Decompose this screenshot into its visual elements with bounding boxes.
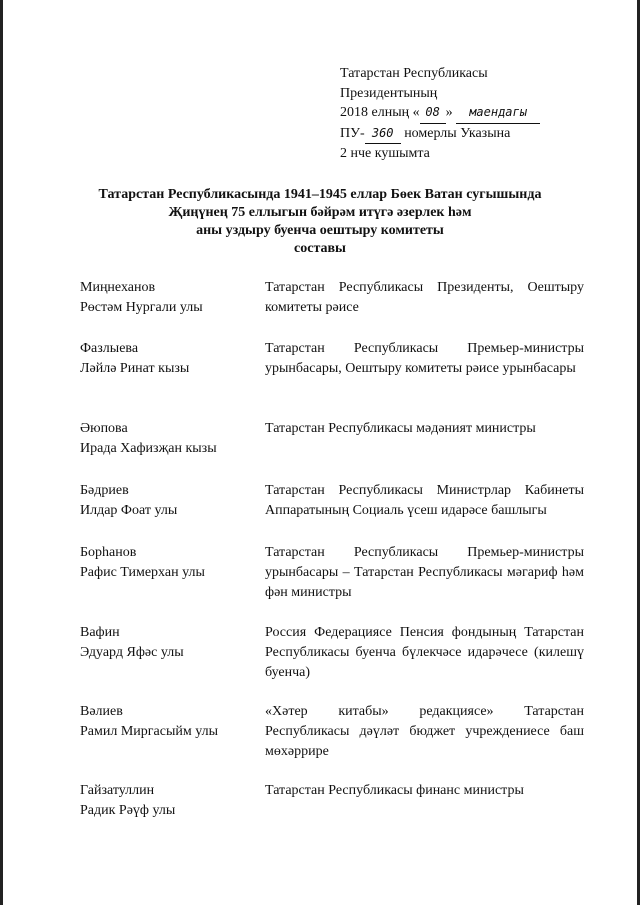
member-given-name: Рафис Тимерхан улы <box>80 565 205 580</box>
header-day-suffix: » <box>445 105 453 120</box>
header-line-2: Президентының <box>340 85 438 101</box>
member-position: Татарстан Республикасы Премьер-министры урынбасары – Татарстан Республикасы мәгариф һәм фән министры <box>265 545 584 600</box>
member-surname: Борһанов <box>80 545 137 560</box>
member-surname: Бәдриев <box>80 483 129 498</box>
header-line-5: 2 нче кушымта <box>340 146 430 161</box>
member-name <box>80 278 260 318</box>
member-position: Татарстан Республикасы Премьер-министры урынбасары, Оештыру комитеты рәисе урынбасары <box>265 341 584 376</box>
member-given-name: Эдуард Яфәс улы <box>80 645 184 660</box>
title-line-1: Татарстан Республикасында 1941–1945 еллар Бөек Ватан сугышында <box>98 187 542 202</box>
member-position: Татарстан Республикасы мәдәният министры <box>265 421 536 436</box>
member-given-name: Радик Рәүф улы <box>80 803 176 818</box>
member-position: «Хәтер китабы» редакциясе» Татарстан Республикасы дәүләт бюджет учреждениесе баш мөхәррире <box>265 704 584 759</box>
header-number-prefix: ПУ- <box>340 125 365 141</box>
title-line-4: составы <box>294 241 346 256</box>
member-position: Татарстан Республикасы финанс министры <box>265 783 524 798</box>
member-surname: Миңнеханов <box>80 280 156 295</box>
title-line-3: аны уздыру буенча оештыру комитеты <box>196 223 444 238</box>
member-name <box>80 339 260 379</box>
member-surname: Гайзатуллин <box>80 783 155 798</box>
member-name <box>80 623 260 663</box>
member-position: Россия Федерациясе Пенсия фондының Татарстан Республикасы буенча бүлекчәсе идарәчесе (килешү буенча) <box>265 625 584 680</box>
header-date-line <box>340 103 540 124</box>
member-name <box>80 419 260 459</box>
member-surname: Әюпова <box>80 421 128 436</box>
page-border-left <box>0 0 3 905</box>
decree-day: 08 <box>420 103 446 124</box>
member-position: Татарстан Республикасы Министрлар Кабинеты Аппаратының Социаль үсеш идарәсе башлыгы <box>265 483 584 518</box>
decree-month: маендагы <box>456 103 540 124</box>
decree-reference-block <box>340 64 540 164</box>
member-position: Татарстан Республикасы Президенты, Оештыру комитеты рәисе <box>265 280 584 315</box>
header-number-suffix: номерлы Указына <box>404 125 511 141</box>
member-name <box>80 481 260 521</box>
title-line-2: Җиңүнең 75 еллыгын бәйрәм итүгә әзерлек һәм <box>168 205 472 220</box>
header-line-1: Татарстан Республикасы <box>340 66 488 81</box>
member-given-name: Ирада Хафизҗан кызы <box>80 441 217 456</box>
decree-number: 360 <box>365 124 401 145</box>
member-surname: Вафин <box>80 625 120 640</box>
member-given-name: Рөстәм Нургали улы <box>80 300 203 315</box>
member-given-name: Рамил Миргасыйм улы <box>80 724 218 739</box>
document-title <box>60 186 580 258</box>
member-given-name: Ләйлә Ринат кызы <box>80 361 190 376</box>
header-year-prefix: 2018 елның « <box>340 105 420 120</box>
header-number-line <box>340 124 540 145</box>
member-surname: Вәлиев <box>80 704 123 719</box>
member-surname: Фазлыева <box>80 341 139 356</box>
member-name <box>80 543 260 583</box>
member-given-name: Илдар Фоат улы <box>80 503 178 518</box>
member-name <box>80 702 260 742</box>
member-name <box>80 781 260 821</box>
